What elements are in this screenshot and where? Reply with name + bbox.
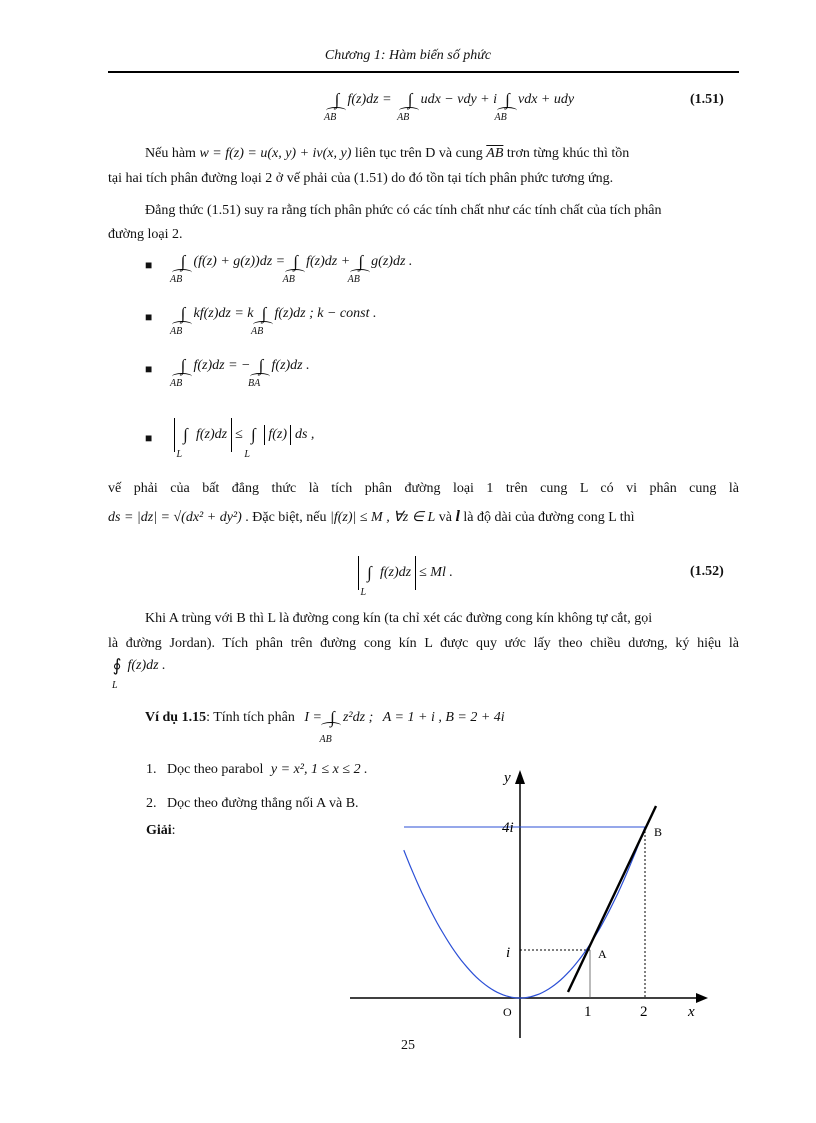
bullet-marker: ■ xyxy=(145,258,153,272)
paragraph-inequality-line2: ds = |dz| = √(dx² + dy²) . Đặc biệt, nếu |f(z)| ≤ M , ∀z ∈ L và l là độ dài của đường cong L thì xyxy=(108,508,635,525)
paragraph-inequality: vế phải của bất đẳng thức là tích phân đường loại 1 trên cung L có vi phân cung là xyxy=(108,481,739,496)
parabola-curve xyxy=(404,827,645,998)
equation-1-52: ∫ L f(z)dz ≤ Ml . xyxy=(358,556,453,590)
paragraph-function-line2: tại hai tích phân đường loại 2 ở vế phải của (1.51) do đó tồn tại tích phân phức tương ứng. xyxy=(108,171,614,186)
segment-ab xyxy=(568,806,656,992)
integral-sign: ∫ AB xyxy=(501,90,515,110)
y-axis-label: y xyxy=(504,770,511,786)
y-axis-arrow xyxy=(515,770,525,784)
point-b-label: B xyxy=(654,825,663,839)
tick-i-label: i xyxy=(506,945,511,961)
integral-sign: ∫ AB xyxy=(403,90,417,110)
paragraph-properties-intro-line2: đường loại 2. xyxy=(108,227,183,242)
paragraph-closed-curve: Khi A trùng với B thì L là đường cong kín (ta chỉ xét các đường cong kín không tự cắt, gọi xyxy=(145,611,653,626)
point-a-label: A xyxy=(598,947,607,961)
integral-sign: ∫ AB xyxy=(330,90,344,110)
tick-2-label: 2 xyxy=(640,1004,648,1020)
paragraph-function: Nếu hàm w = f(z) = u(x, y) + iv(x, y) liên tục trên D và cung $\overline{AB}$ trơn từng khúc thì tồn xyxy=(145,146,630,161)
equation-1-51: ∫ AB f(z)dz = ∫ AB udx − vdy + i ∫ AB vdx + udy xyxy=(324,90,575,123)
solution-label: Giải: xyxy=(146,823,176,838)
example-1-15: Ví dụ 1.15: Tính tích phân I = ∫ AB z²dz ; A = 1 + i , B = 2 + 4i xyxy=(145,708,505,745)
x-axis-arrow xyxy=(696,993,708,1003)
bullet-marker: ■ xyxy=(145,362,153,376)
bullet-marker: ■ xyxy=(145,431,153,445)
page-header: Chương 1: Hàm biến số phức xyxy=(324,48,492,63)
property-scalar: ∫ AB kf(z)dz = k ∫ AB f(z)dz ; k − const . xyxy=(170,304,377,337)
equation-number-1-52: (1.52) xyxy=(690,564,724,579)
bullet-marker: ■ xyxy=(145,310,153,324)
property-inequality: ∫ L f(z)dz ≤ ∫ L f(z) ds , xyxy=(174,418,314,452)
list-item-2: 2. Dọc theo đường thẳng nối A và B. xyxy=(146,796,359,811)
tick-1-label: 1 xyxy=(584,1004,592,1020)
x-axis-label: x xyxy=(688,1004,695,1020)
origin-label: O xyxy=(503,1005,512,1019)
property-linearity: ∫ AB (f(z) + g(z))dz = ∫ AB f(z)dz + ∫ AB g(z)dz . xyxy=(170,252,413,285)
list-item-1: 1. Dọc theo parabol y = x², 1 ≤ x ≤ 2 . xyxy=(146,762,368,777)
parabola-figure xyxy=(340,760,720,1040)
property-orientation: ∫ AB f(z)dz = − ∫ BA f(z)dz . xyxy=(170,356,310,389)
page-number: 25 xyxy=(401,1038,415,1053)
header-rule xyxy=(108,71,739,73)
tick-4i-label: 4i xyxy=(502,820,514,836)
equation-number-1-51: (1.51) xyxy=(690,92,724,107)
paragraph-closed-curve-line2: là đường Jordan). Tích phân trên đường cong kín L được quy ước lấy theo chiều dương, ký hiệu là xyxy=(108,636,739,651)
closed-integral: ∮ L f(z)dz . xyxy=(112,656,166,691)
paragraph-properties-intro: Đẳng thức (1.51) suy ra rằng tích phân phức có các tính chất như các tính chất của tích phân xyxy=(145,203,662,218)
